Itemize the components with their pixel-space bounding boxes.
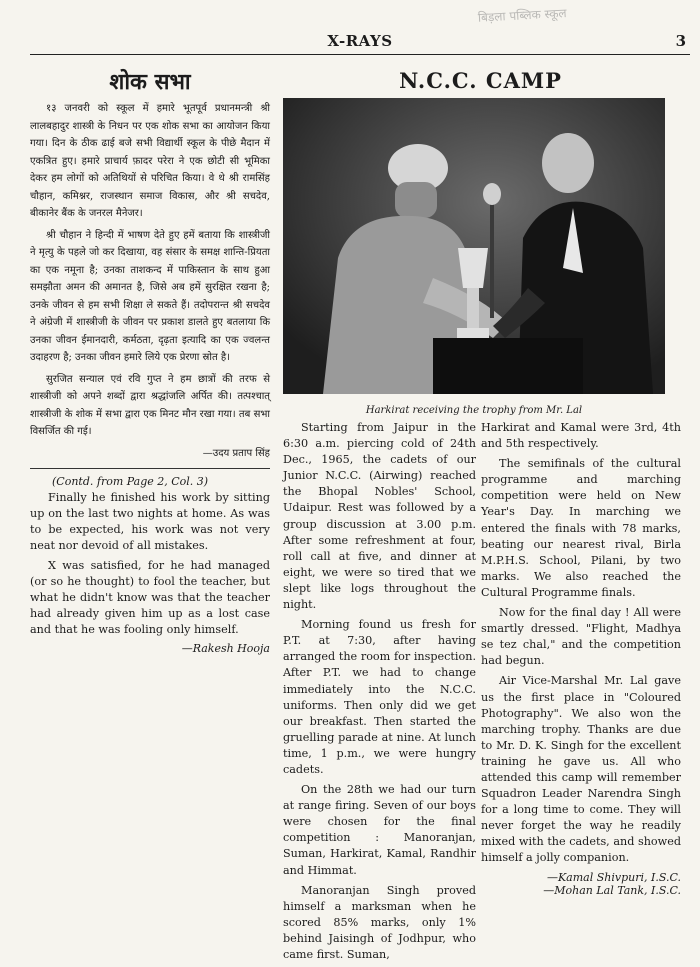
ncc-column-2: [481, 420, 681, 897]
left-column: [30, 66, 270, 655]
ncc-article-title: N.C.C. CAMP: [399, 68, 562, 93]
publication-title: X-RAYS: [327, 32, 393, 50]
hindi-paragraph: सुरजित सन्याल एवं रवि गुप्त ने हम छात्रों की तरफ से शास्त्रीजी को अपने शब्दों द्वारा श्रद्धांजलि अर्पित की। तत्पश्चात् शास्त्रीजी के शोक में सभा द्वारा एक मिनट मौन रखा गया। तब सभा विसर्जित की गई।: [30, 373, 270, 437]
hindi-paragraph: १३ जनवरी को स्कूल में हमारे भूतपूर्व प्रधानमन्त्री श्री लालबहादुर शास्त्री के निधन पर एक शोक सभा का आयोजन किया गया। दिन के ठीक ढाई बजे सभी विद्यार्थी स्कूल के पीछे मैदान में एकत्रित हुए। हमारे प्राचार्य फ़ादर परेरा ने एक छोटी सी भूमिका देकर हम लोगों को अतिथियों से परिचित किया। वे थे श्री रामसिंह चौहान, कमिश्नर, राजस्थान समाज विकास, और श्री सचदेव, बीकानेर बैंक के जनरल मैनेजर।: [30, 103, 270, 219]
photo-caption: Harkirat receiving the trophy from Mr. Lal: [365, 405, 583, 416]
story-signature: —Rakesh Hooja: [181, 642, 270, 656]
ncc-paragraph: Now for the final day ! All were smartly dressed. "Flight, Madhya se tez chal," and the competition had begun.: [481, 606, 681, 668]
hindi-paragraph: श्री चौहान ने हिन्दी में भाषण देते हुए हमें बताया कि शास्त्रीजी ने मृत्यु के पहले जो कर दिखाया, वह संसार के समक्ष शान्ति-प्रियता का एक नमूना है; उनका ताशकन्द में पाकिस्तान के साथ हुआ समझौता अमन की अमानत है, जिसे अब हमें सुरक्षित रखना है; उनके जीवन से हम सभी शिक्षा ले सकते हैं। तदोपरान्त श्री सचदेव ने अंग्रेजी में शास्त्रीजी के जीवन पर प्रकाश डालते हुए बतलाया कि उनका जीवन ईमानदारी, कर्मठता, दृढ़ता इत्यादि का एक ज्वलन्त उदाहरण है; उनका जीवन हमारे लिये एक प्रेरणा स्रोत है।: [30, 229, 270, 363]
trophy-photo: [283, 98, 665, 394]
ncc-paragraph: On the 28th we had our turn at range firing. Seven of our boys were chosen for the final competition : Manoranjan, Suman, Harkirat, Kamal, Randhir and Himmat.: [283, 783, 476, 877]
photo-illustration: [283, 98, 665, 394]
page-number: 3: [675, 32, 686, 50]
continued-note: (Contd. from Page 2, Col. 3): [52, 474, 209, 488]
ncc-signature: —Kamal Shivpuri, I.S.C.: [546, 870, 681, 884]
hindi-article-title: शोक सभा: [109, 69, 191, 95]
ncc-paragraph: Air Vice-Marshal Mr. Lal gave us the first place in "Coloured Photography". We also won the marching trophy. Thanks are due to Mr. D. K. Singh for the excellent training he gave us. All who attended this camp will remember Squadron Leader Narendra Singh for a long time to come. They will never forget the way he readily mixed with the cadets, and showed himself a jolly companion.: [481, 674, 681, 865]
ncc-paragraph: Starting from Jaipur in the 6:30 a.m. piercing cold of 24th Dec., 1965, the cadets of our Junior N.C.C. (Airwing) reached the Bhopal Nobles' School, Udaipur. Rest was followed by a group discussion at 3.00 p.m. After some refreshment at four, roll call at five, and dinner at eight, we were so tired that we slept like logs throughout the night.: [283, 421, 476, 612]
page-header: [30, 32, 690, 52]
ncc-paragraph: Manoranjan Singh proved himself a marksman when he scored 85% marks, only 1% behind Jaisingh of Jodhpur, who came first. Suman,: [283, 883, 476, 961]
header-rule: [30, 54, 690, 55]
ncc-signatures: [481, 871, 681, 897]
ncc-paragraph: The semifinals of the cultural programme and marching competition were held on New Year's Day. In marching we entered the finals with 78 marks, beating our nearest rival, Birla M.P.H.S. School, Pilani, by two marks. We also reached the Cultural Programme finals.: [481, 457, 681, 599]
story-paragraph: Finally he finished his work by sitting up on the last two nights at home. As was to be expected, his work was not very neat nor devoid of all mistakes.: [30, 490, 270, 552]
ncc-paragraph: Morning found us fresh for P.T. at 7:30, after having arranged the room for inspection. After P.T. we had to change immediately into the N.C.C. uniforms. Then only did we get our breakfast. Then started the gruelling parade at nine. At lunch time, 1 p.m., we were hungry cadets.: [283, 618, 476, 776]
ncc-column-1: [283, 420, 476, 967]
ink-stamp: बिड़ला पब्लिक स्कूल: [477, 6, 567, 25]
column-divider: [30, 468, 270, 469]
hindi-signature: —उदय प्रताप सिंह: [202, 447, 270, 459]
ncc-signature: —Mohan Lal Tank, I.S.C.: [543, 883, 681, 897]
story-paragraph: X was satisfied, for he had managed (or so he thought) to fool the teacher, but what he didn't know was that the teacher had already given him up as a lost case and that he was fooling only himself.: [30, 558, 270, 637]
ncc-paragraph: Harkirat and Kamal were 3rd, 4th and 5th respectively.: [481, 421, 681, 451]
